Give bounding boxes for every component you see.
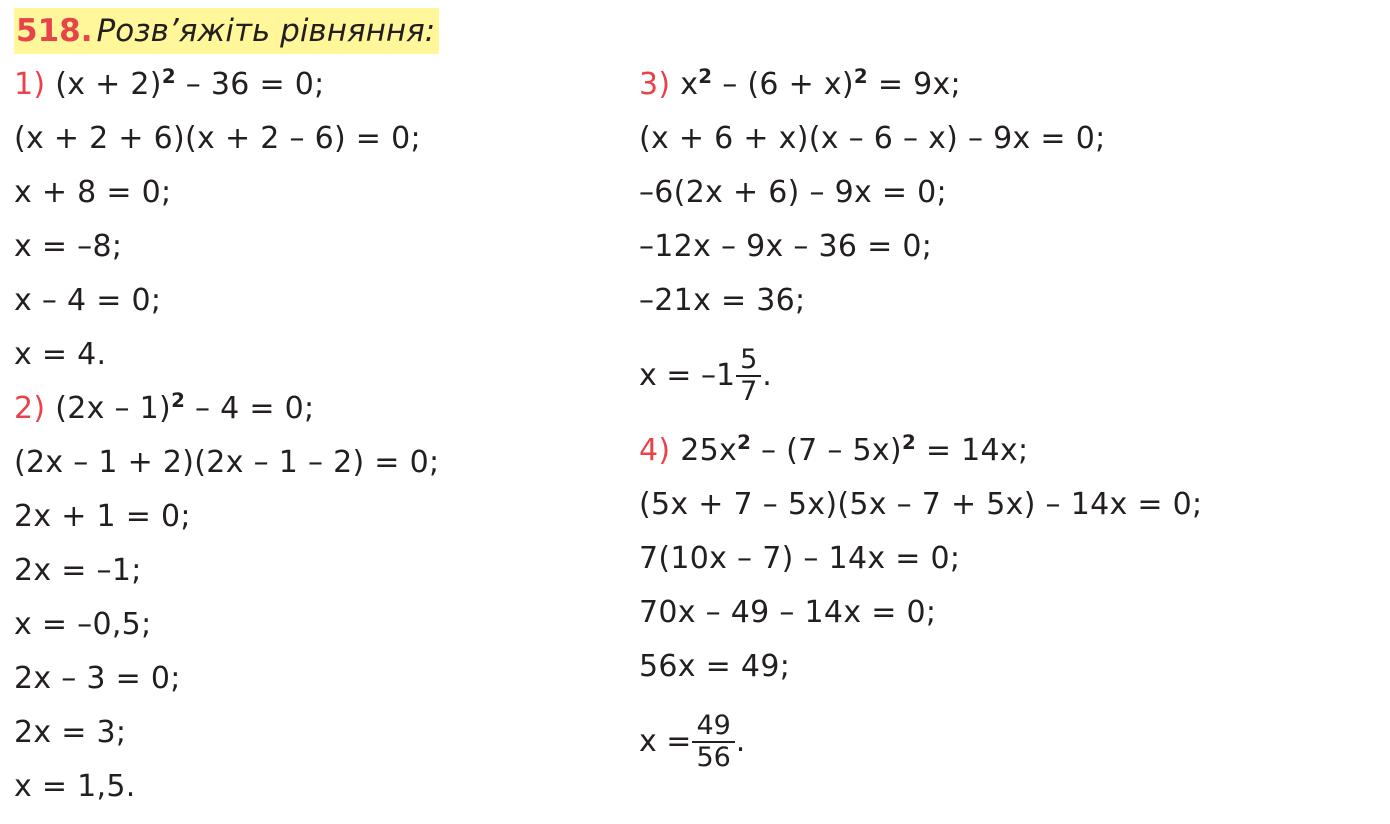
- item-text: –21x = 36;: [639, 283, 806, 318]
- solution-columns: [14, 58, 1380, 814]
- solution-line: [639, 112, 1380, 166]
- item-text: 2x + 1 = 0;: [14, 499, 191, 534]
- item-index: 2): [14, 391, 46, 426]
- solution-line: [639, 274, 1380, 328]
- fraction: [692, 711, 734, 773]
- solution-line: [14, 490, 639, 544]
- fraction: [736, 345, 761, 407]
- item-index: 3): [639, 67, 671, 102]
- fraction-denominator: 56: [692, 741, 734, 773]
- solution-line: [14, 220, 639, 274]
- fraction-suffix: .: [762, 358, 772, 393]
- right-solution-column: [639, 58, 1380, 790]
- mixed-number: [639, 345, 772, 407]
- solution-line: [14, 760, 639, 814]
- item-text: x = 4.: [14, 337, 107, 372]
- solution-line: [14, 706, 639, 760]
- solution-line: [14, 652, 639, 706]
- item-text: (2x – 1 + 2)(2x – 1 – 2) = 0;: [14, 445, 440, 480]
- solution-line: [14, 544, 639, 598]
- solution-line: [639, 640, 1380, 694]
- item-text: (2x – 1)$^2$ – 4 = 0;: [45, 389, 315, 426]
- item-text: –6(2x + 6) – 9x = 0;: [639, 175, 947, 210]
- solution-line: [639, 586, 1380, 640]
- item-text: 70x – 49 – 14x = 0;: [639, 595, 937, 630]
- item-text: 2x = 3;: [14, 715, 127, 750]
- fraction-numerator: 49: [696, 710, 731, 741]
- solution-line: [14, 382, 639, 436]
- solution-line: [639, 166, 1380, 220]
- item-text: (5x + 7 – 5x)(5x – 7 + 5x) – 14x = 0;: [639, 487, 1203, 522]
- solution-line: [639, 478, 1380, 532]
- item-text: 2x – 3 = 0;: [14, 661, 181, 696]
- solution-line: [14, 274, 639, 328]
- item-text: x + 8 = 0;: [14, 175, 172, 210]
- item-text: $(x + 2)^2 - 36 = 0$;: [45, 65, 325, 102]
- item-text: (x + 6 + x)(x – 6 – x) – 9x = 0;: [639, 121, 1106, 156]
- solution-line: [14, 598, 639, 652]
- item-text: x = –0,5;: [14, 607, 152, 642]
- item-text: –12x – 9x – 36 = 0;: [639, 229, 933, 264]
- solution-line: [639, 220, 1380, 274]
- item-text: $25x^2 - (7 - 5x)^2 = 14x$;: [670, 431, 1029, 468]
- item-text: x = –8;: [14, 229, 123, 264]
- task-number: 518.: [14, 8, 95, 54]
- item-text: $x^2 - (6 + x)^2 = 9x$;: [670, 65, 961, 102]
- fraction-prefix: x = –1: [639, 358, 736, 393]
- solution-line: [14, 58, 639, 112]
- item-text: x – 4 = 0;: [14, 283, 162, 318]
- item-index: 1): [14, 67, 46, 102]
- fraction-prefix: x =: [639, 724, 692, 759]
- task-title: Розв’яжіть рівняння:: [95, 8, 440, 54]
- solution-line: [639, 58, 1380, 112]
- left-solution-column: [14, 58, 639, 814]
- solution-line: [14, 328, 639, 382]
- item-text: 2x = –1;: [14, 553, 142, 588]
- task-header: [14, 8, 1380, 54]
- solution-line: [14, 436, 639, 490]
- solution-line: [639, 424, 1380, 478]
- solution-line-fraction: [639, 328, 1380, 424]
- item-text: (x + 2 + 6)(x + 2 – 6) = 0;: [14, 121, 421, 156]
- simple-fraction-expression: [639, 711, 745, 773]
- item-text: 56x = 49;: [639, 649, 791, 684]
- solution-line: [14, 112, 639, 166]
- item-text: x = 1,5.: [14, 769, 136, 804]
- solution-line: [14, 166, 639, 220]
- fraction-suffix: .: [735, 724, 746, 759]
- solution-line-fraction: [639, 694, 1380, 790]
- solution-line: [639, 532, 1380, 586]
- item-index: 4): [639, 433, 671, 468]
- item-text: 7(10x – 7) – 14x = 0;: [639, 541, 961, 576]
- fraction-denominator: 7: [736, 375, 761, 407]
- fraction-numerator: 5: [740, 344, 758, 375]
